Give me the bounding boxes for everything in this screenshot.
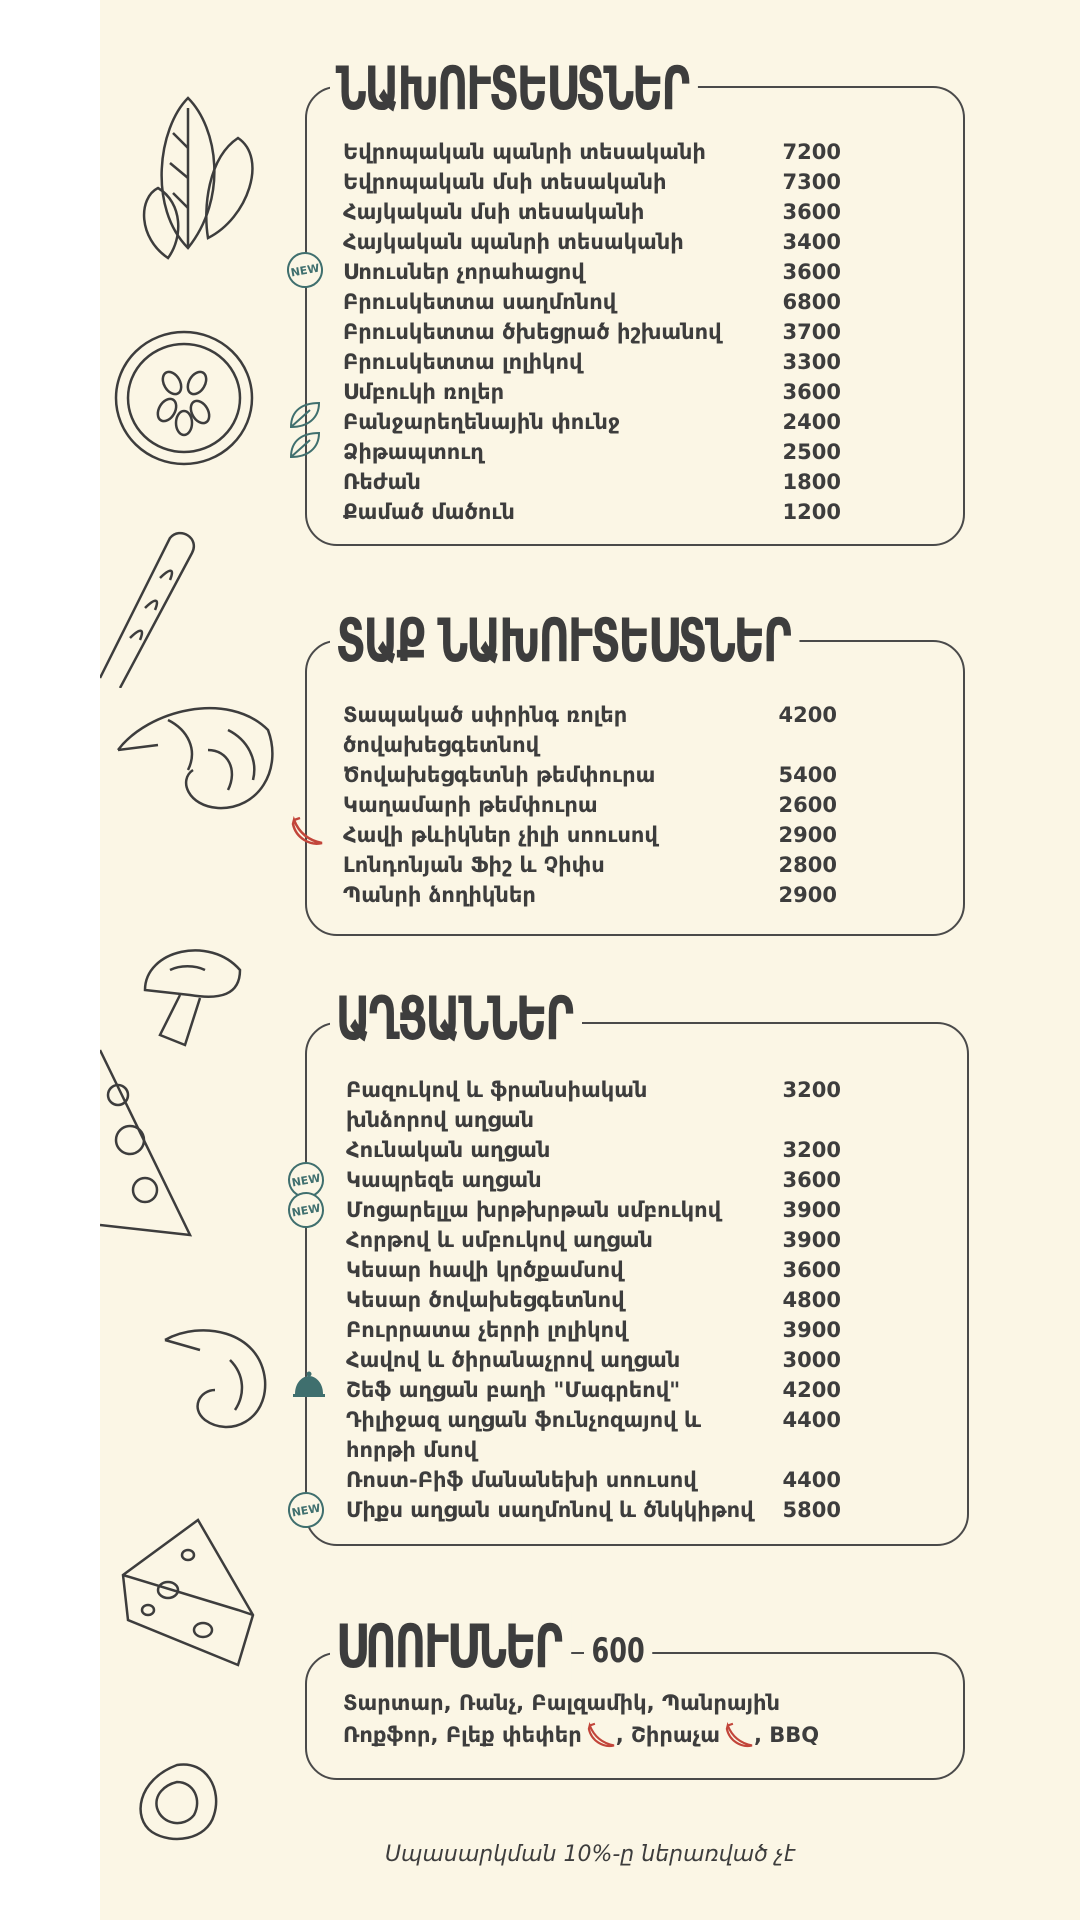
item-name: Բազուկով և ֆրանսիական խնձորով աղցան	[346, 1078, 648, 1132]
item-price: 4800	[782, 1288, 841, 1312]
item-name: Կեսար ծովախեցգետնով	[346, 1288, 625, 1312]
list-item	[346, 1165, 841, 1195]
item-name: Դիլիջազ աղցան ֆունչոզայով և հորթի մսով	[346, 1408, 702, 1462]
item-name: Կեսար հավի կրծքամսով	[346, 1258, 624, 1282]
chili-pepper-icon	[586, 1722, 616, 1748]
chili-pepper-icon	[724, 1722, 754, 1748]
list-item	[346, 1225, 841, 1255]
list-item	[346, 1315, 841, 1345]
item-price: 3200	[782, 1078, 841, 1102]
item-name: Ռոստ-Բիֆ մանանեխի սոուսով	[346, 1468, 697, 1492]
list-item	[346, 1465, 841, 1495]
new-badge-icon: NEW	[285, 1489, 327, 1531]
salads-list	[346, 1075, 841, 1525]
item-name: Բրուսկետտա ծխեցրած իշխանով	[343, 320, 722, 344]
list-item	[343, 197, 841, 227]
item-price: 7200	[782, 140, 841, 164]
list-item	[343, 347, 841, 377]
list-item	[346, 1375, 841, 1405]
item-price: 3000	[782, 1348, 841, 1372]
mushroom-illustration	[140, 940, 245, 1050]
appetizers-title: ՆԱԽՈՒՏԵՍՏՆԵՐ	[330, 54, 698, 124]
item-name: Ծովախեցգետնի թեմփուրա	[343, 763, 656, 787]
sauce-text-c: , BBQ	[753, 1723, 820, 1747]
item-price: 3600	[782, 1258, 841, 1282]
sauce-text-b: , Շիրաչա	[615, 1723, 720, 1747]
menu-page	[100, 0, 1080, 1920]
list-item	[343, 287, 841, 317]
item-price: 3900	[782, 1198, 841, 1222]
item-price: 4400	[782, 1408, 841, 1432]
item-price: 3900	[782, 1318, 841, 1342]
list-item	[343, 137, 841, 167]
chili-pepper-icon	[290, 816, 324, 850]
hot-appetizers-title: ՏԱՔ ՆԱԽՈՒՏԵՍՏՆԵՐ	[330, 606, 800, 676]
item-name: Բրուսկետտա լոլիկով	[343, 350, 583, 374]
item-name: Հայկական պանրի տեսականի	[343, 230, 684, 254]
item-price: 4200	[782, 1378, 841, 1402]
item-name: Կաղամարի թեմփուրա	[343, 793, 598, 817]
list-item	[343, 820, 837, 850]
shrimp-illustration	[108, 690, 278, 820]
list-item	[343, 497, 841, 527]
item-name: Հավի թևիկներ չիլի սոուսով	[343, 823, 658, 847]
item-name: Քամած մածուն	[343, 500, 515, 524]
list-item	[346, 1285, 841, 1315]
item-price: 3600	[782, 200, 841, 224]
sauces-price: 600	[584, 1631, 652, 1671]
list-item	[346, 1195, 841, 1225]
item-name: Միքս աղցան սաղմոնով և ծնկկիթով	[346, 1498, 754, 1522]
item-name: Հավով և ծիրանաչրով աղցան	[346, 1348, 681, 1372]
item-price: 4400	[782, 1468, 841, 1492]
item-price: 3900	[782, 1228, 841, 1252]
item-name: Բուրրատա չերրի լոլիկով	[346, 1318, 628, 1342]
item-price: 3600	[782, 380, 841, 404]
list-item	[343, 317, 841, 347]
item-name: Մոցարելլա խրթխրթան սմբուկով	[346, 1198, 722, 1222]
item-price: 3700	[782, 320, 841, 344]
item-name: Կապրեզե աղցան	[346, 1168, 542, 1192]
sauces-title: ՍՈՈՒՍՆԵՐ	[330, 1612, 571, 1682]
item-name: Բրուսկետտա սաղմոնով	[343, 290, 617, 314]
item-name: Հայկական մսի տեսականի	[343, 200, 645, 224]
list-item	[343, 227, 841, 257]
item-price: 1200	[782, 500, 841, 524]
list-item	[346, 1345, 841, 1375]
list-item	[343, 700, 837, 760]
item-name: Ռեժան	[343, 470, 421, 494]
list-item	[343, 377, 841, 407]
sauces-line-1: Տարտար, Ռանչ, Բալզամիկ, Պանրային	[343, 1691, 781, 1715]
leaf-icon	[288, 400, 322, 434]
list-item	[343, 467, 841, 497]
item-name: Սմբուկի ռոլեր	[343, 380, 505, 404]
list-item	[343, 760, 837, 790]
item-price: 3300	[782, 350, 841, 374]
list-item	[346, 1135, 841, 1165]
list-item	[343, 790, 837, 820]
item-name: Բանջարեղենային փունջ	[343, 410, 620, 434]
item-price: 2600	[778, 793, 837, 817]
item-price: 5400	[778, 763, 837, 787]
item-name: Հունական աղցան	[346, 1138, 551, 1162]
item-price: 2800	[778, 853, 837, 877]
cheese-illustration	[118, 1515, 258, 1670]
list-item	[343, 880, 837, 910]
item-price: 2900	[778, 823, 837, 847]
list-item	[346, 1405, 841, 1465]
item-price: 2900	[778, 883, 837, 907]
item-price: 3400	[782, 230, 841, 254]
item-price: 2400	[782, 410, 841, 434]
item-price: 2500	[782, 440, 841, 464]
sauce-text-a: Ռոքֆոր, Բլեք փեփեր	[343, 1723, 582, 1747]
item-price: 3600	[782, 260, 841, 284]
appetizers-list	[343, 137, 841, 527]
shrimp-illustration-2	[160, 1320, 270, 1440]
cucumber-slice-illustration	[112, 328, 257, 468]
sauces-line-2	[343, 1720, 819, 1750]
leaf-icon	[288, 430, 322, 464]
item-name: Եվրոպական մսի տեսականի	[343, 170, 667, 194]
new-badge-icon: NEW	[284, 249, 326, 291]
service-charge-note: Սպասարկման 10%-ը ներառված չէ	[384, 1842, 796, 1867]
list-item	[343, 257, 841, 287]
list-item	[343, 850, 837, 880]
pizza-slice-illustration	[100, 1045, 195, 1245]
item-price: 6800	[782, 290, 841, 314]
item-price: 3200	[782, 1138, 841, 1162]
list-item	[346, 1495, 841, 1525]
item-name: Սոուսներ չորահացով	[343, 260, 585, 284]
list-item	[346, 1255, 841, 1285]
baguette-illustration	[100, 528, 200, 688]
item-name: Լոնդոնյան Ֆիշ և Չիփս	[343, 853, 605, 877]
item-name: Եվրոպական պանրի տեսականի	[343, 140, 706, 164]
pepper-slice-illustration	[132, 1760, 222, 1845]
new-badge-icon: NEW	[285, 1189, 327, 1231]
item-price: 3600	[782, 1168, 841, 1192]
item-price: 7300	[782, 170, 841, 194]
list-item	[343, 407, 841, 437]
item-price: 5800	[782, 1498, 841, 1522]
item-name: Շեֆ աղցան բաղի "Մագրեով"	[346, 1378, 681, 1402]
item-name: Տապակած սփրինգ ռոլեր ծովախեցգետնով	[343, 703, 628, 757]
item-name: Ձիթապտուղ	[343, 440, 484, 464]
salads-title: ԱՂՑԱՆՆԵՐ	[330, 984, 582, 1054]
list-item	[346, 1075, 841, 1135]
list-item	[343, 167, 841, 197]
item-price: 4200	[778, 703, 837, 727]
item-name: Պանրի ձողիկներ	[343, 883, 536, 907]
item-name: Հորթով և սմբուկով աղցան	[346, 1228, 653, 1252]
list-item	[343, 437, 841, 467]
cloche-icon	[293, 1370, 325, 1402]
hot-appetizers-list	[343, 700, 837, 910]
item-price: 1800	[782, 470, 841, 494]
spinach-illustration	[128, 88, 268, 268]
new-badge-icon: NEW	[285, 1159, 327, 1201]
